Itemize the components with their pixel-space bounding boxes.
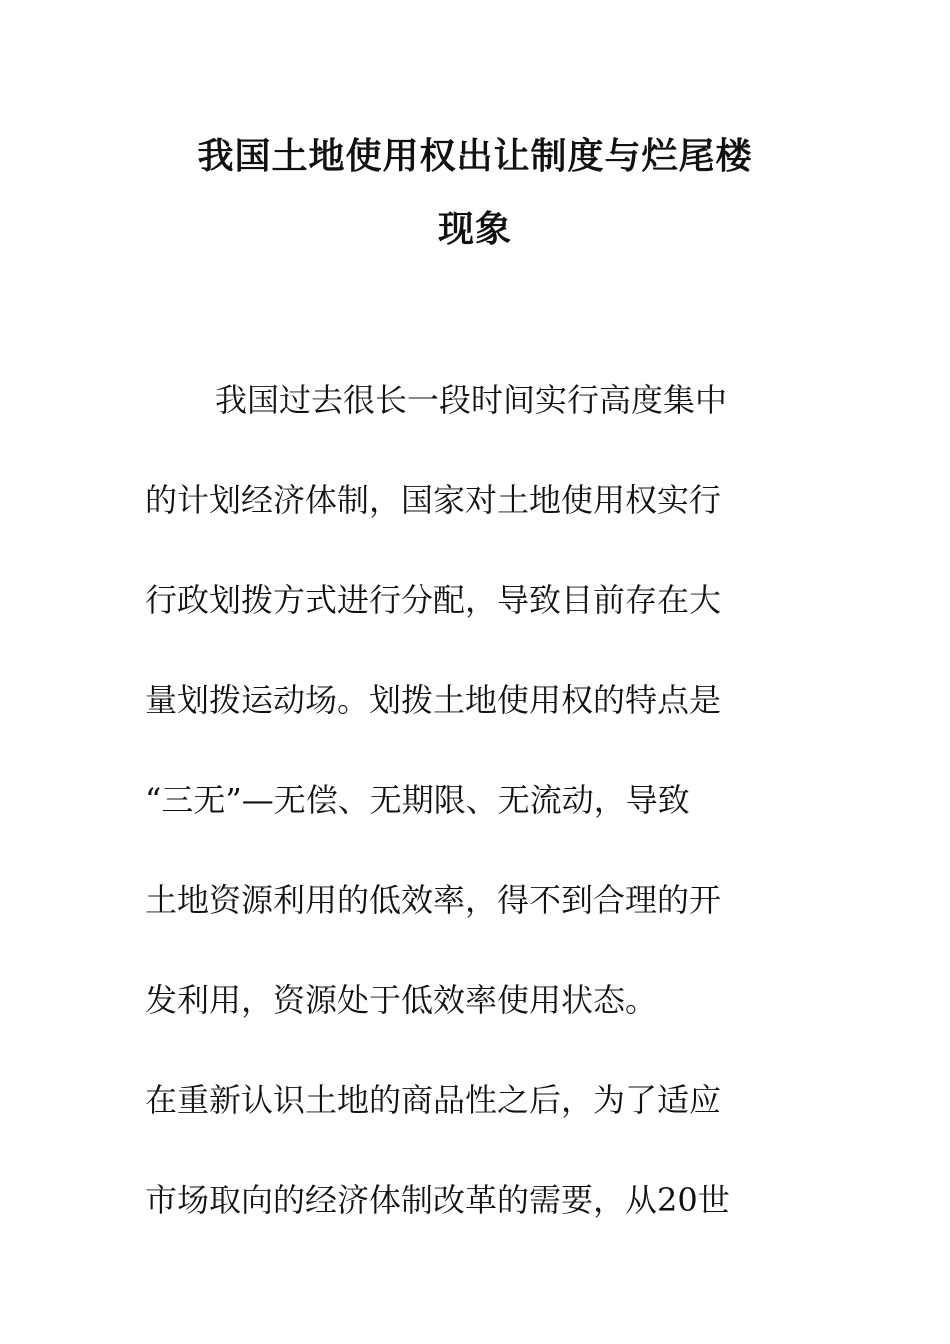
paragraph-line: 行政划拨方式进行分配，导致目前存在大: [145, 581, 722, 619]
paragraph-line: 的计划经济体制，国家对土地使用权实行: [145, 481, 722, 519]
paragraph-line: 我国过去很长一段时间实行高度集中: [215, 381, 728, 419]
document-title: [145, 120, 805, 266]
paragraph-line: 市场取向的经济体制改革的需要，从20世: [145, 1181, 730, 1219]
paragraph-line: “三无”—无偿、无期限、无流动，导致: [145, 781, 690, 819]
document-body: [145, 360, 805, 1260]
paragraph-1: [145, 360, 805, 1060]
title-line: 我国土地使用权出让制度与烂尾楼: [197, 135, 753, 177]
paragraph-line: 发利用，资源处于低效率使用状态。: [145, 981, 658, 1019]
paragraph-2: [145, 1060, 805, 1260]
paragraph-line: 量划拨运动场。划拨土地使用权的特点是: [145, 681, 722, 719]
paragraph-line: 土地资源利用的低效率，得不到合理的开: [145, 881, 722, 919]
paragraph-line: 在重新认识土地的商品性之后，为了适应: [145, 1081, 722, 1119]
title-line: 现象: [437, 208, 512, 250]
